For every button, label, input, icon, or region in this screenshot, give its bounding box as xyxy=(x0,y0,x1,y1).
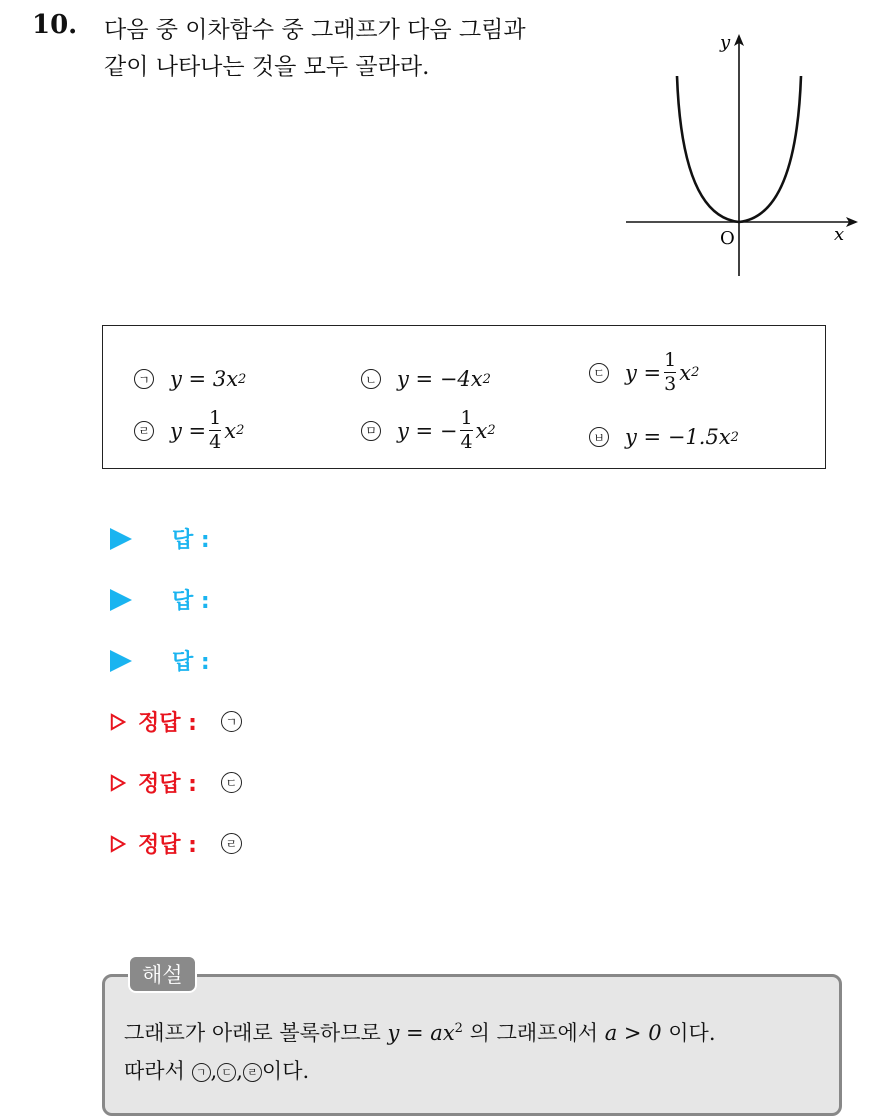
answer-blank-2[interactable]: 답 : xyxy=(110,584,210,615)
choice-6: ㅂ y = −1.5x 2 xyxy=(589,425,739,449)
question-line-1: 다음 중 이차함수 중 그래프가 다음 그림과 xyxy=(104,17,526,43)
origin-label: O xyxy=(720,228,735,249)
choice-mark-3: ㄷ xyxy=(589,363,609,383)
question-line-2: 같이 나타나는 것을 모두 골라라. xyxy=(104,54,430,80)
question-number: 10. xyxy=(32,10,78,40)
play-icon xyxy=(110,528,132,550)
correct-answer-1: 정답 : ㄱ xyxy=(110,706,242,737)
explanation-line-1: 그래프가 아래로 볼록하므로 $y = ax^2$ 의 그래프에서 a > 0 이다. xyxy=(124,1021,716,1045)
answer-blank-1[interactable]: 답 : xyxy=(110,523,210,554)
answer-mark: ㄱ xyxy=(221,711,242,732)
choice-mark-6: ㅂ xyxy=(589,427,609,447)
x-axis-label: x xyxy=(834,224,845,245)
outline-triangle-icon xyxy=(110,835,126,853)
y-axis-label: y xyxy=(720,32,731,53)
parabola-graph xyxy=(620,26,864,280)
choice-mark-5: ㅁ xyxy=(361,421,381,441)
play-icon xyxy=(110,650,132,672)
choice-4: ㄹ y = $\frac{1}{4}$ x 2 xyxy=(134,409,244,452)
choice-mark-4: ㄹ xyxy=(134,421,154,441)
play-icon xyxy=(110,589,132,611)
explanation-text xyxy=(124,1010,716,1090)
explanation-line-2: 따라서 ㄱ , ㄷ , ㄹ 이다. xyxy=(124,1059,310,1083)
outline-triangle-icon xyxy=(110,713,126,731)
correct-answer-2: 정답 : ㄷ xyxy=(110,767,242,798)
choice-mark-1: ㄱ xyxy=(134,369,154,389)
answer-blank-3[interactable]: 답 : xyxy=(110,645,210,676)
choice-1: ㄱ y = 3x 2 xyxy=(134,367,246,391)
choice-3: ㄷ y = $\frac{1}{3}$ x 2 xyxy=(589,351,699,394)
outline-triangle-icon xyxy=(110,774,126,792)
explanation-tag: 해설 xyxy=(128,955,197,993)
choice-mark-2: ㄴ xyxy=(361,369,381,389)
correct-answer-3: 정답 : ㄹ xyxy=(110,828,242,859)
answer-mark: ㄹ xyxy=(221,833,242,854)
answer-mark: ㄷ xyxy=(221,772,242,793)
question-text xyxy=(104,12,526,86)
choice-5: ㅁ y = − $\frac{1}{4}$ x 2 xyxy=(361,409,496,452)
choice-2: ㄴ y = −4x 2 xyxy=(361,367,491,391)
